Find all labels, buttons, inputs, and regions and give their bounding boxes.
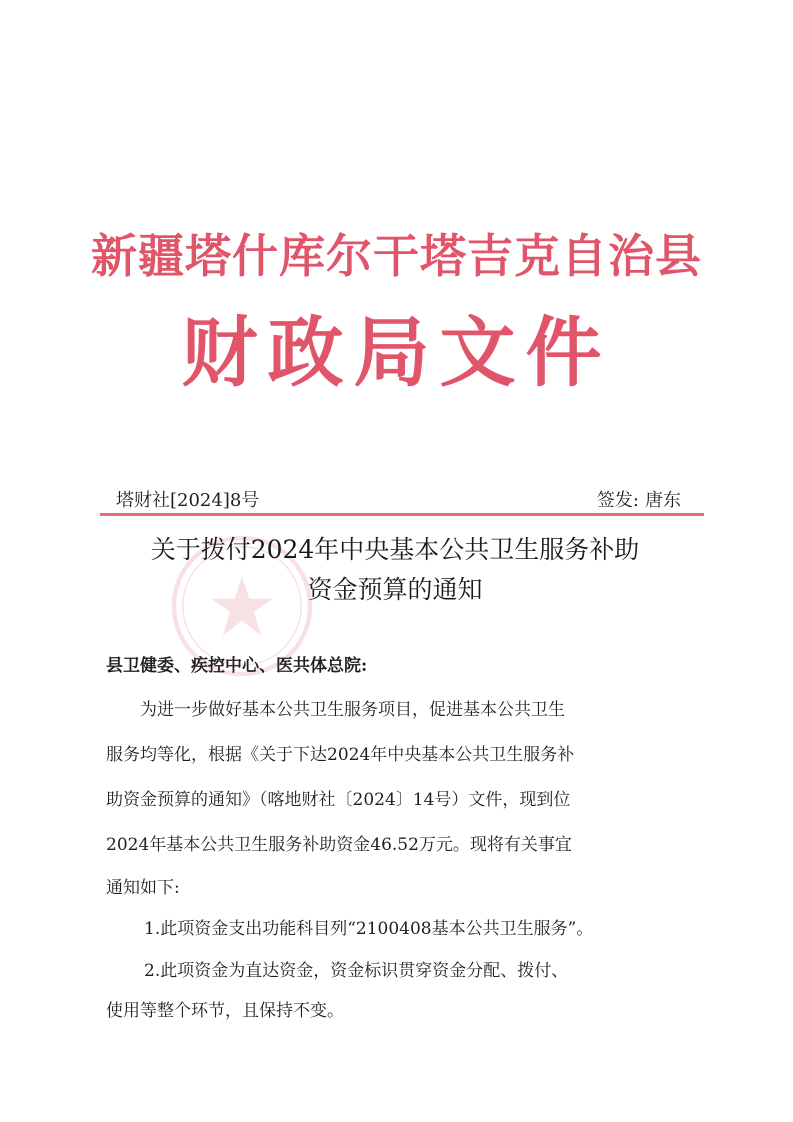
body-line: 服务均等化，根据《关于下达2024年中央基本公共卫生服务补	[106, 745, 575, 765]
body-line: 为进一步做好基本公共卫生服务项目，促进基本公共卫生	[140, 700, 565, 720]
document-type-heading: 财政局文件	[181, 308, 612, 397]
body-line: 使用等整个环节，且保持不变。	[106, 1001, 344, 1021]
title-line-2: 资金预算的通知	[307, 575, 483, 604]
document-number: 塔财社[2024]8号	[116, 490, 260, 511]
issuing-authority: 新疆塔什库尔干塔吉克自治县	[91, 229, 702, 283]
issuer-name: 唐东	[645, 490, 681, 511]
red-divider-line	[100, 513, 704, 516]
body-item-1: 1.此项资金支出功能科目列“2100408基本公共卫生服务”。	[144, 919, 594, 939]
salutation: 县卫健委、疾控中心、医共体总院:	[106, 656, 368, 676]
issuer-block	[597, 488, 681, 514]
body-line: 2024年基本公共卫生服务补助资金46.52万元。现将有关事宜	[106, 835, 572, 855]
title-line-1: 关于拨付2024年中央基本公共卫生服务补助	[150, 535, 640, 564]
issuer-label: 签发:	[596, 490, 639, 511]
document-title	[80, 530, 710, 610]
body-item-2: 2.此项资金为直达资金，资金标识贯穿资金分配、拨付、	[144, 961, 569, 981]
body-line: 通知如下:	[106, 878, 180, 898]
body-line: 助资金预算的通知》（喀地财社〔2024〕14号）文件，现到位	[106, 790, 571, 810]
